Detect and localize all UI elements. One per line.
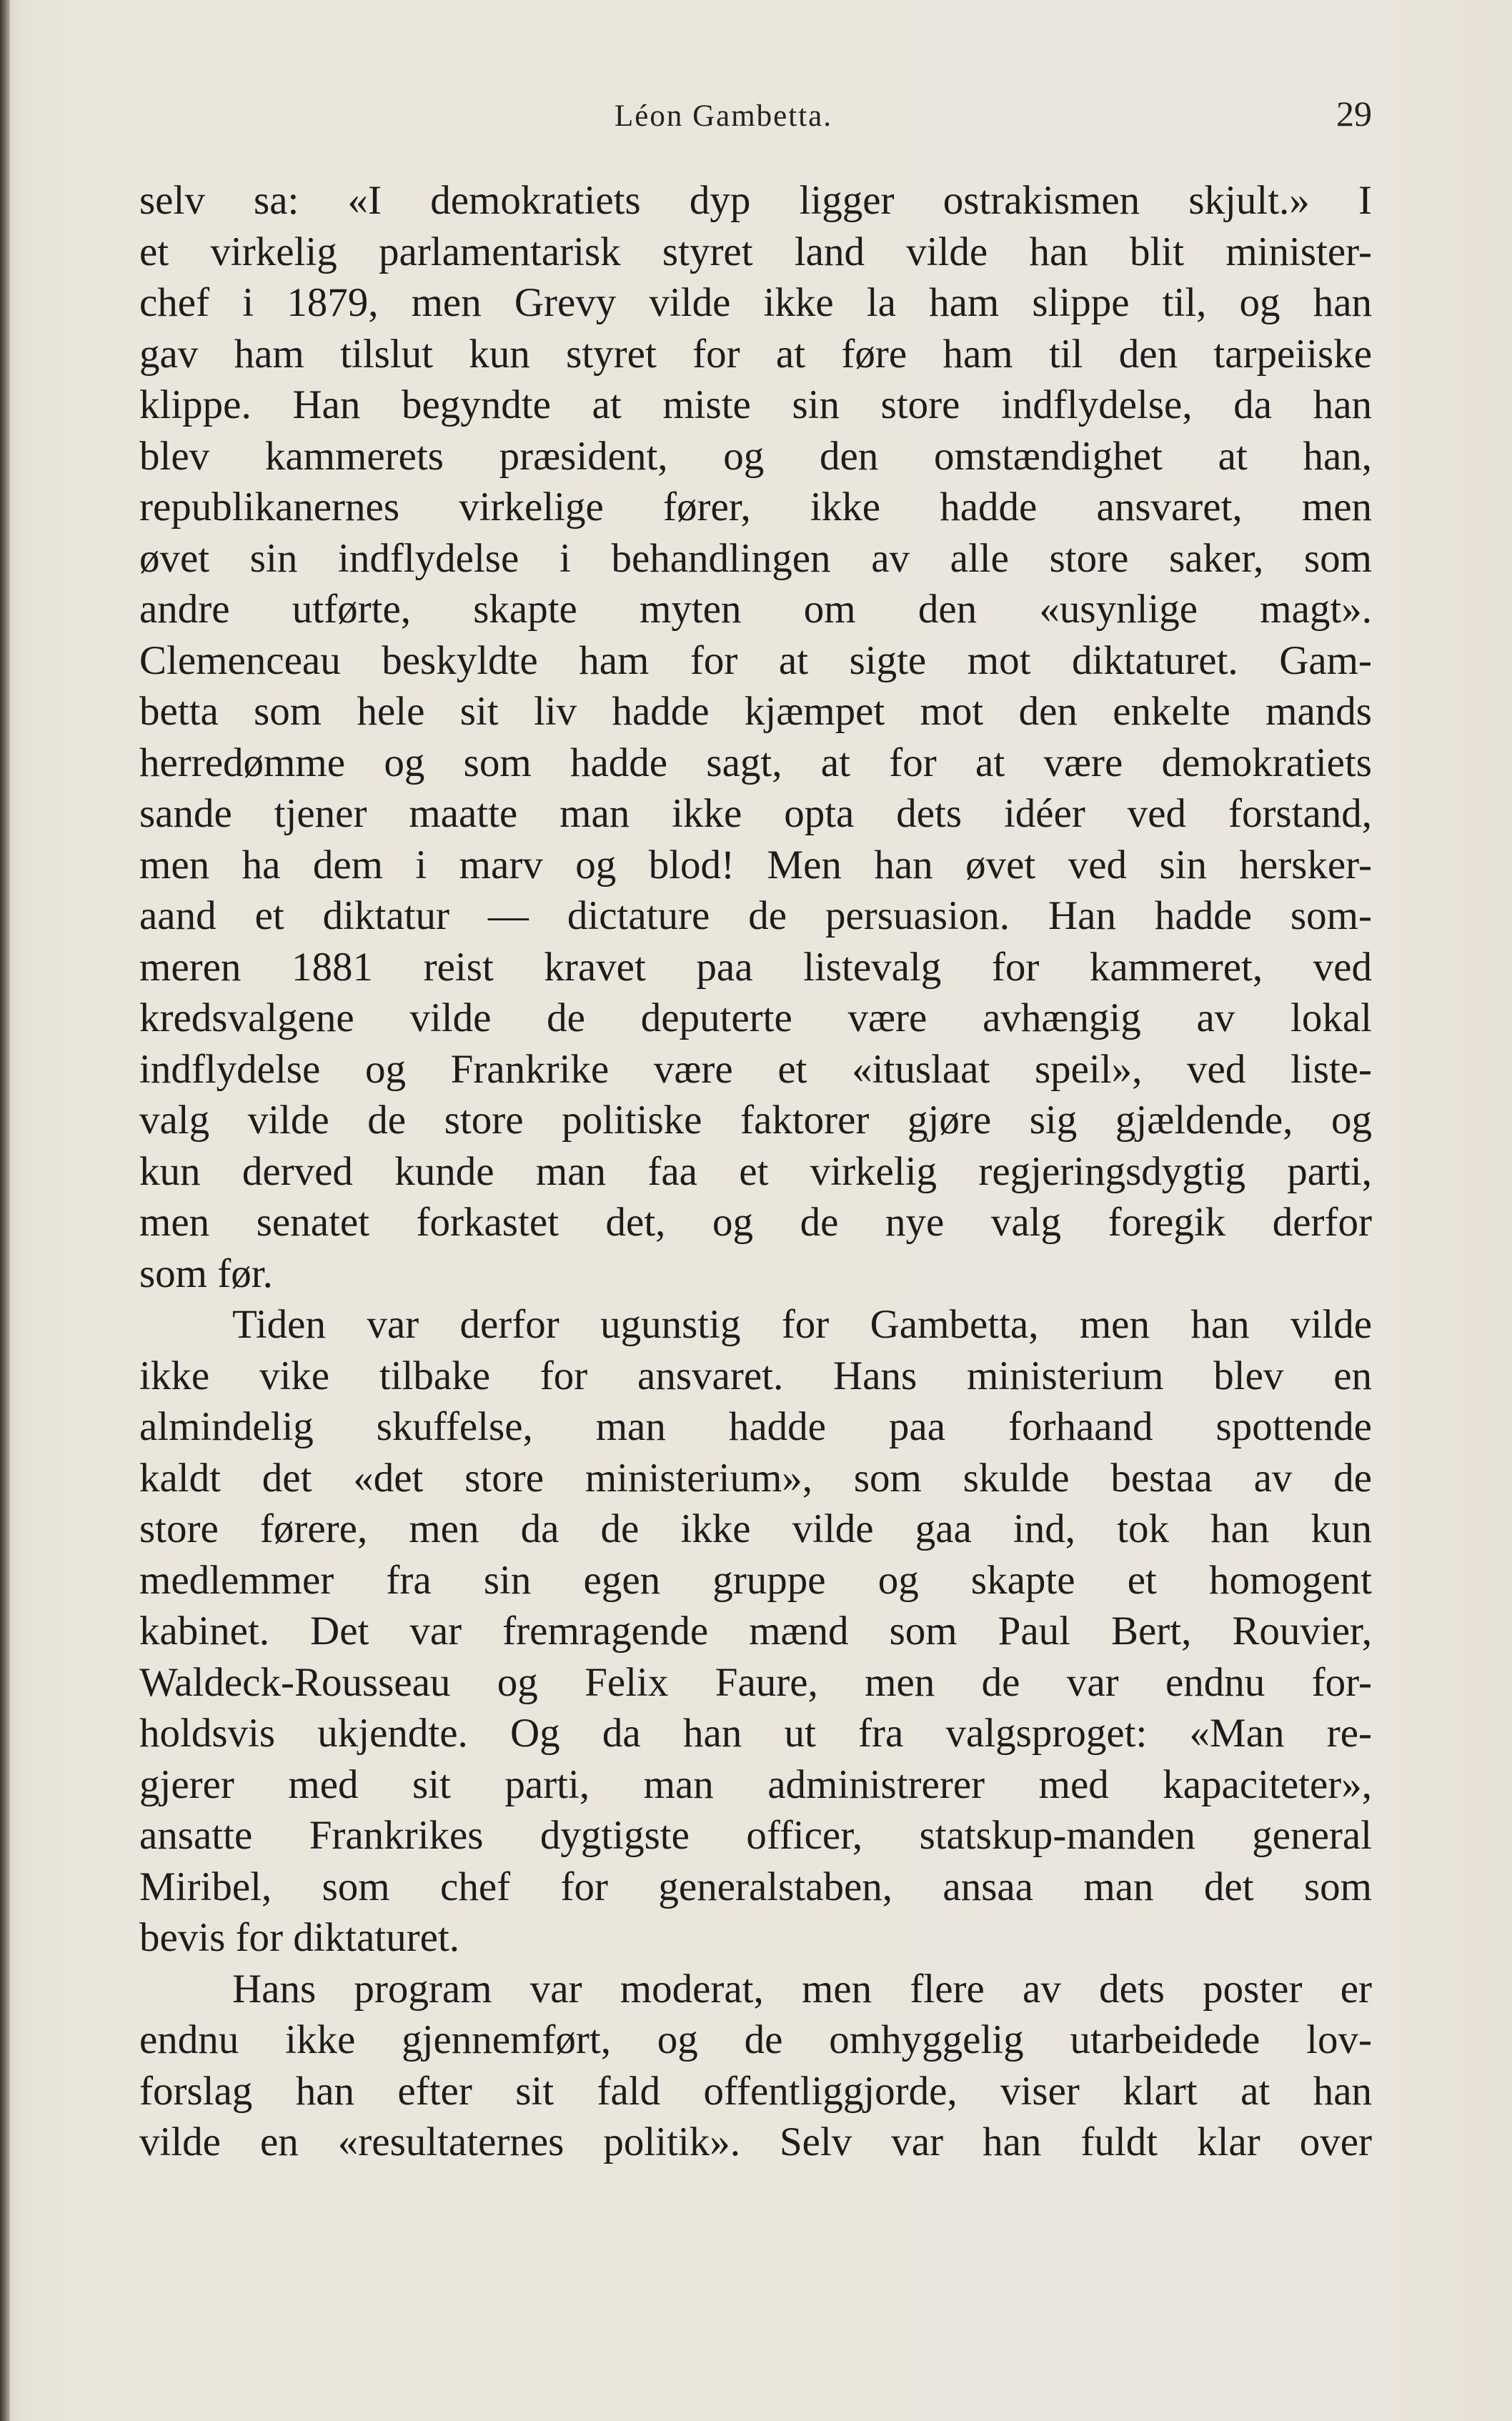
text-line: aand et diktatur — dictature de persuasion. Han hadde som-: [139, 893, 1372, 938]
text-line: selv sa: «I demokratiets dyp ligger ostrakismen skjult.» I: [139, 178, 1372, 223]
text-line: et virkelig parlamentarisk styret land vilde han blit minister-: [139, 229, 1372, 274]
text-line: herredømme og som hadde sagt, at for at være demokratiets: [139, 740, 1372, 785]
text-line: øvet sin indflydelse i behandlingen av alle store saker, som: [139, 535, 1372, 581]
text-line: som før.: [139, 1251, 273, 1296]
text-line: medlemmer fra sin egen gruppe og skapte et homogent: [139, 1557, 1372, 1603]
text-line: store førere, men da de ikke vilde gaa ind, tok han kun: [139, 1506, 1372, 1551]
text-line: ikke vike tilbake for ansvaret. Hans ministerium blev en: [139, 1353, 1372, 1398]
text-line: sande tjener maatte man ikke opta dets idéer ved forstand,: [139, 791, 1372, 836]
text-line: gav ham tilslut kun styret for at føre ham til den tarpeiiske: [139, 331, 1372, 377]
text-line: vilde en «resultaternes politik». Selv var han fuldt klar over: [139, 2119, 1372, 2164]
text-line: chef i 1879, men Grevy vilde ikke la ham slippe til, og han: [139, 280, 1372, 325]
page-number: 29: [1336, 94, 1372, 134]
text-line: Waldeck-Rousseau og Felix Faure, men de var endnu for-: [139, 1659, 1372, 1705]
text-line: betta som hele sit liv hadde kjæmpet mot den enkelte mands: [139, 689, 1372, 734]
text-line: republikanernes virkelige fører, ikke hadde ansvaret, men: [139, 484, 1372, 530]
running-head: [143, 93, 1372, 143]
text-line: klippe. Han begyndte at miste sin store indflydelse, da han: [139, 382, 1372, 427]
text-line: blev kammerets præsident, og den omstændighet at han,: [139, 433, 1372, 479]
text-line: almindelig skuffelse, man hadde paa forhaand spottende: [139, 1404, 1372, 1449]
page-binding-edge: [0, 0, 10, 2421]
text-line: forslag han efter sit fald offentliggjorde, viser klart at han: [139, 2068, 1372, 2114]
text-line: Hans program var moderat, men flere av dets poster er: [232, 1966, 1372, 2012]
text-line: kaldt det «det store ministerium», som skulde bestaa av de: [139, 1455, 1372, 1501]
text-line: Clemenceau beskyldte ham for at sigte mot diktaturet. Gam-: [139, 637, 1372, 683]
text-line: holdsvis ukjendte. Og da han ut fra valgsproget: «Man re-: [139, 1711, 1372, 1756]
text-line: valg vilde de store politiske faktorer gjøre sig gjældende, og: [139, 1098, 1372, 1143]
running-title: Léon Gambetta.: [615, 99, 833, 133]
text-line: andre utførte, skapte myten om den «usynlige magt».: [139, 587, 1372, 632]
text-line: bevis for diktaturet.: [139, 1915, 459, 1960]
text-line: kun derved kunde man faa et virkelig regjeringsdygtig parti,: [139, 1148, 1372, 1194]
text-line: kabinet. Det var fremragende mænd som Paul Bert, Rouvier,: [139, 1609, 1372, 1654]
text-line: gjerer med sit parti, man administrerer med kapaciteter»,: [139, 1761, 1372, 1807]
text-line: indflydelse og Frankrike være et «ituslaat speil», ved liste-: [139, 1046, 1372, 1092]
body-text: [139, 175, 1372, 2168]
text-line: endnu ikke gjennemført, og de omhyggelig utarbeidede lov-: [139, 2017, 1372, 2062]
text-line: kredsvalgene vilde de deputerte være avhængig av lokal: [139, 995, 1372, 1040]
text-line: meren 1881 reist kravet paa listevalg for kammeret, ved: [139, 944, 1372, 990]
text-line: Tiden var derfor ugunstig for Gambetta, men han vilde: [232, 1302, 1372, 1347]
text-line: Miribel, som chef for generalstaben, ansaa man det som: [139, 1864, 1372, 1909]
text-line: men ha dem i marv og blod! Men han øvet ved sin hersker-: [139, 842, 1372, 888]
text-line: ansatte Frankrikes dygtigste officer, statskup-manden general: [139, 1813, 1372, 1858]
text-line: men senatet forkastet det, og de nye valg foregik derfor: [139, 1200, 1372, 1245]
